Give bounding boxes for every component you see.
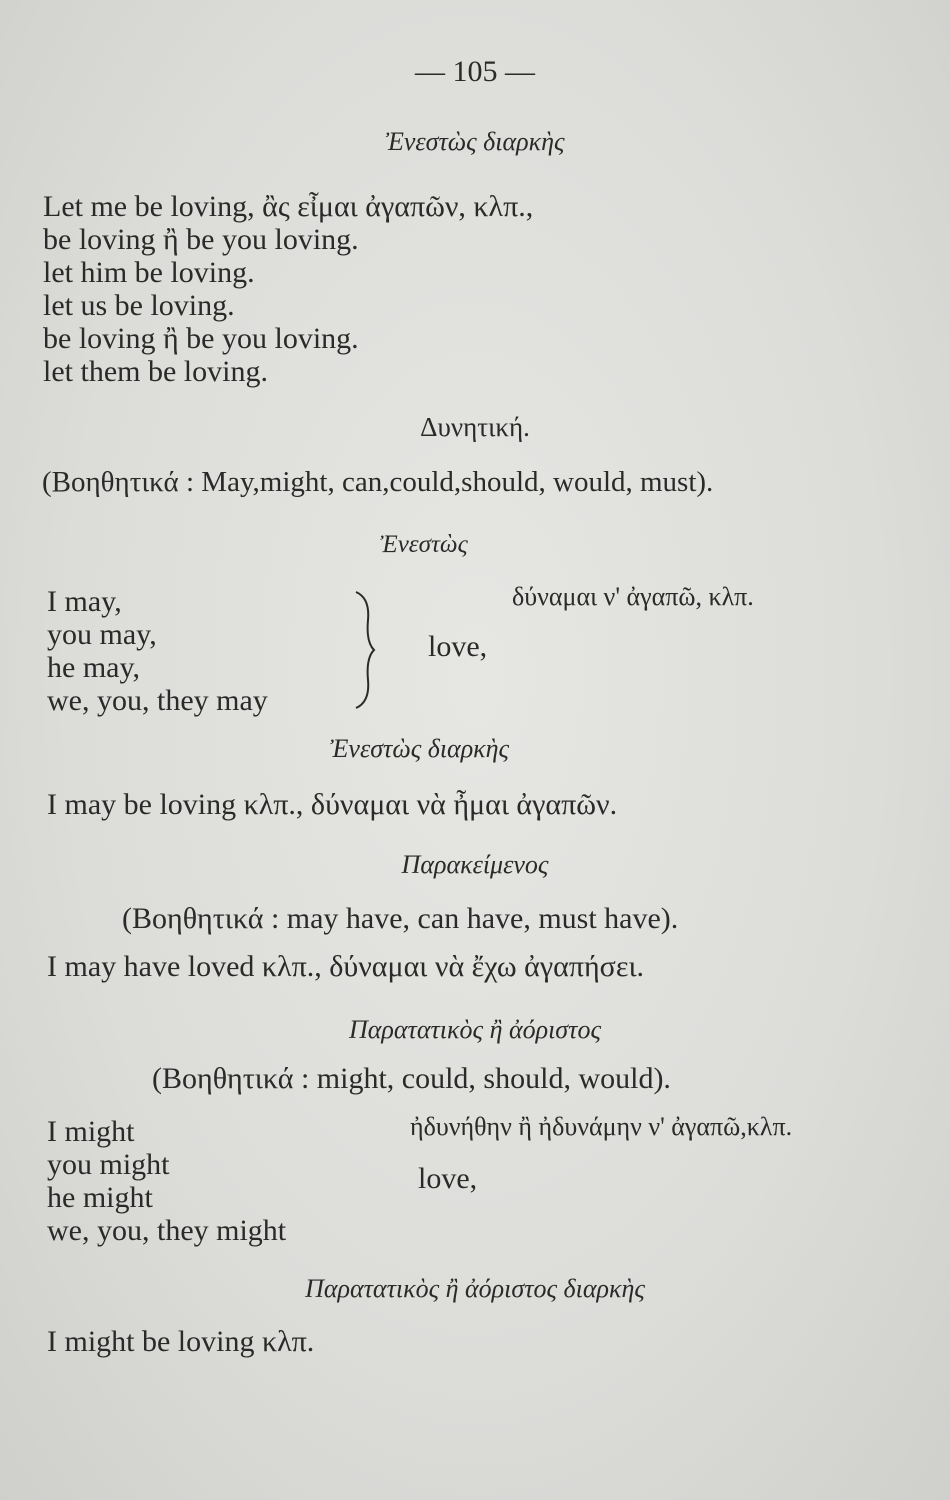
text-line: I may be loving κλπ., δύναμαι νὰ ἦμαι ἀγαπῶν. (47, 788, 618, 821)
subject-line: you might (47, 1148, 170, 1181)
heading-imperfect: Παρατατικὸς ἢ ἀόριστος (349, 1015, 601, 1044)
subject-line: he might (47, 1181, 153, 1214)
subject-line: you may, (47, 618, 157, 651)
page-number: — 105 — (415, 55, 535, 88)
text-line: I might be loving κλπ. (47, 1325, 315, 1358)
subject-line: I may, (47, 585, 122, 618)
heading-present-continuous-imperative: Ἐνεστὼς διαρκὴς (385, 127, 565, 156)
verb-love: love, (418, 1162, 478, 1195)
subject-line: we, you, they might (47, 1214, 287, 1247)
auxiliaries-note: (Βοηθητικά : may have, can have, must have). (122, 902, 679, 935)
text-line: be loving ἢ be you loving. (43, 322, 359, 355)
brace-icon (348, 590, 378, 710)
verb-love: love, (428, 630, 488, 663)
heading-imperfect-continuous: Παρατατικὸς ἢ ἀόριστος διαρκὴς (305, 1274, 645, 1303)
subject-line: I might (47, 1115, 135, 1148)
text-line: I may have loved κλπ., δύναμαι νὰ ἔχω ἀγαπήσει. (47, 950, 645, 983)
subject-line: he may, (47, 651, 141, 684)
greek-translation: ἠδυνήθην ἢ ἠδυνάμην ν' ἀγαπῶ,κλπ. (410, 1112, 793, 1141)
heading-present: Ἐνεστὼς (380, 531, 468, 558)
text-line: let us be loving. (43, 289, 235, 322)
heading-perfect: Παρακείμενος (401, 850, 549, 879)
heading-present-continuous: Ἐνεστὼς διαρκὴς (330, 734, 510, 763)
auxiliaries-note: (Βοηθητικά : May,might, can,could,should, would, must). (42, 466, 714, 498)
text-line: Let me be loving, ἂς εἶμαι ἀγαπῶν, κλπ., (43, 190, 534, 223)
text-line: let him be loving. (43, 256, 255, 289)
text-line: be loving ἢ be you loving. (43, 223, 359, 256)
heading-potential-mood: Δυνητική. (420, 412, 530, 442)
auxiliaries-note: (Βοηθητικά : might, could, should, would). (152, 1062, 671, 1095)
greek-translation: δύναμαι ν' ἀγαπῶ, κλπ. (512, 582, 754, 611)
text-line: let them be loving. (43, 355, 268, 388)
subject-line: we, you, they may (47, 684, 268, 717)
